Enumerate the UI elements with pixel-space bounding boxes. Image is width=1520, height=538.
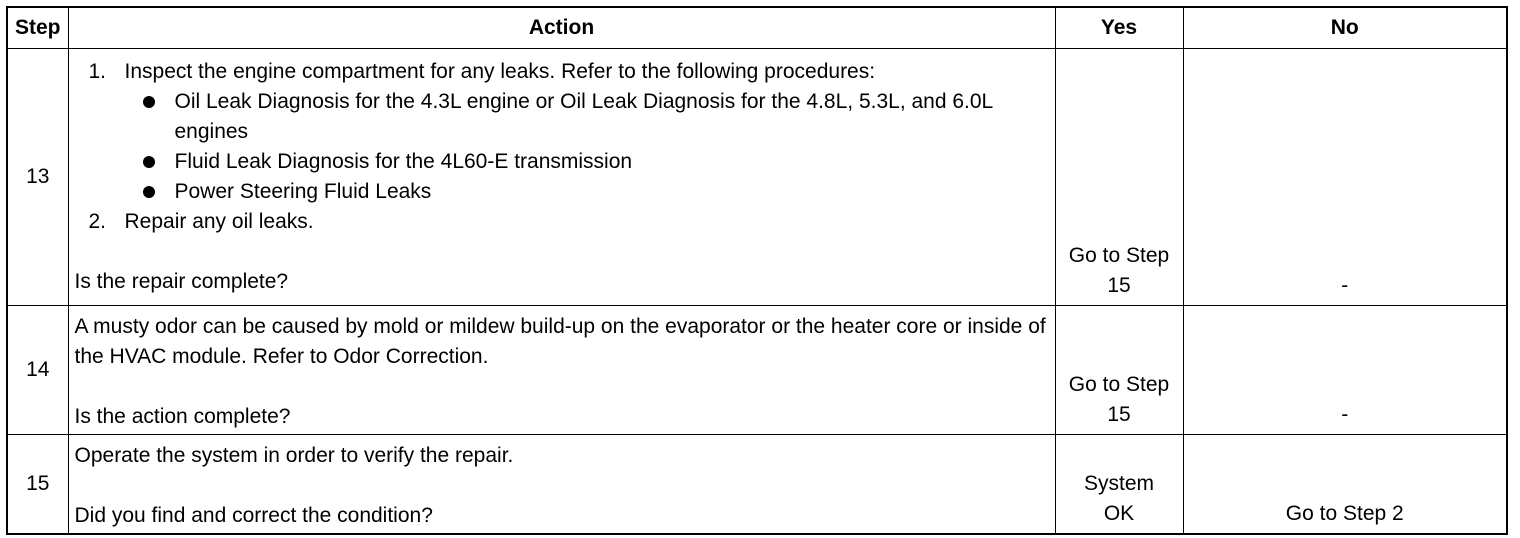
yes-result: System OK [1055,435,1183,535]
bullet-icon [143,156,155,168]
action-column-header: Action [68,7,1055,49]
action-question: Is the repair complete? [74,270,289,293]
action-text: Operate the system in order to verify the repair. [74,444,514,467]
table-row [7,49,1507,306]
yes-column-header: Yes [1055,7,1183,49]
table-row [7,435,1507,535]
action-question: Did you find and correct the condition? [74,504,433,527]
no-result: Go to Step 2 [1183,435,1507,535]
table-row [7,306,1507,435]
bullet-item [75,87,1049,147]
list-item [75,57,1049,87]
yes-result: Go to Step 15 [1055,306,1183,435]
yes-result: Go to Step 15 [1055,49,1183,306]
step-number: 14 [7,306,68,435]
action-cell [68,49,1055,306]
bullet-item [75,177,1049,207]
bullet-icon [143,96,155,108]
action-text: A musty odor can be caused by mold or mildew build-up on the evaporator or the heater core or inside of the HVAC module. Refer to Odor Correction. [74,315,1046,368]
bullet-text: Fluid Leak Diagnosis for the 4L60-E transmission [174,150,633,173]
bullet-icon [143,186,155,198]
step-number: 15 [7,435,68,535]
no-result: - [1183,49,1507,306]
list-number: 1. [88,60,107,83]
no-result: - [1183,306,1507,435]
list-item-text: Inspect the engine compartment for any leaks. Refer to the following procedures: [124,60,876,83]
list-number: 2. [88,210,107,233]
table-header-row [7,7,1507,49]
diagnostic-table [6,6,1508,535]
step-number: 13 [7,49,68,306]
action-cell [68,306,1055,435]
bullet-text: Oil Leak Diagnosis for the 4.3L engine or Oil Leak Diagnosis for the 4.8L, 5.3L, and 6.0L engines [174,90,993,143]
bullet-text: Power Steering Fluid Leaks [174,180,432,203]
bullet-item [75,147,1049,177]
list-item-text: Repair any oil leaks. [124,210,314,233]
action-cell [68,435,1055,535]
step-column-header: Step [7,7,68,49]
list-item [75,207,1049,237]
no-column-header: No [1183,7,1507,49]
action-question: Is the action complete? [74,405,291,428]
